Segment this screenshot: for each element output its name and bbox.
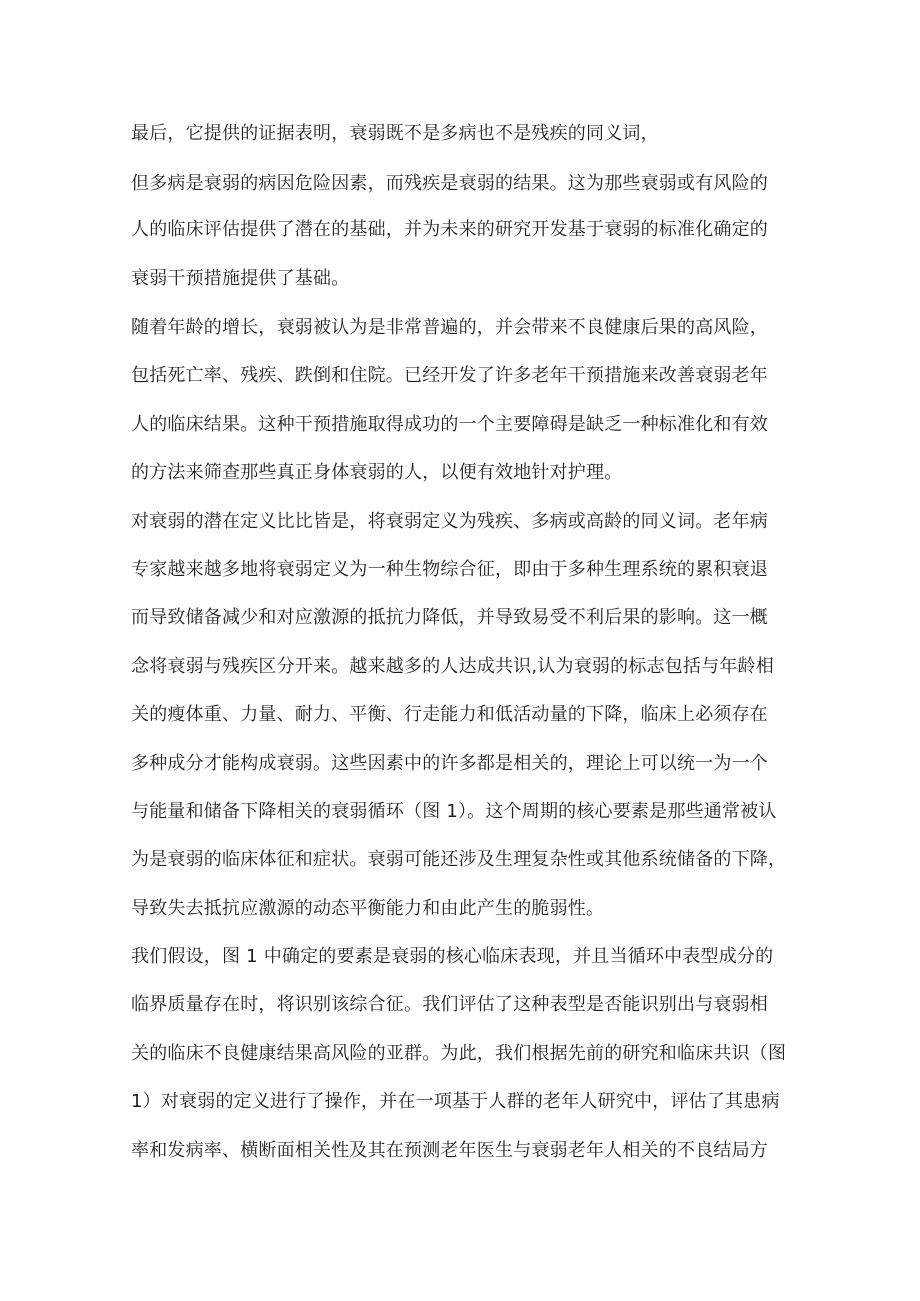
text-line: 与能量和储备下降相关的衰弱循环（图 1）。这个周期的核心要素是那些通常被认 bbox=[131, 801, 777, 822]
text-line: 随着年龄的增长，衰弱被认为是非常普遍的，并会带来不良健康后果的高风险， bbox=[131, 317, 768, 338]
text-line: 最后，它提供的证据表明，衰弱既不是多病也不是残疾的同义词， bbox=[131, 123, 659, 144]
text-line: 临界质量存在时，将识别该综合征。我们评估了这种表型是否能识别出与衰弱相 bbox=[131, 994, 768, 1015]
text-line: 率和发病率、横断面相关性及其在预测老年医生与衰弱老年人相关的不良结局方 bbox=[131, 1140, 768, 1161]
text-line: 包括死亡率、残疾、跌倒和住院。已经开发了许多老年干预措施来改善衰弱老年 bbox=[131, 365, 768, 386]
text-line: 衰弱干预措施提供了基础。 bbox=[131, 268, 350, 289]
text-line: 为是衰弱的临床体征和症状。衰弱可能还涉及生理复杂性或其他系统储备的下降， bbox=[131, 849, 787, 870]
text-line: 专家越来越多地将衰弱定义为一种生物综合征，即由于多种生理系统的累积衰退 bbox=[131, 559, 768, 580]
text-line: 我们假设，图 1 中确定的要素是衰弱的核心临床表现，并且当循环中表型成分的 bbox=[131, 946, 774, 967]
text-line: 而导致储备减少和对应激源的抵抗力降低，并导致易受不利后果的影响。这一概 bbox=[131, 607, 768, 628]
text-line: 人的临床评估提供了潜在的基础，并为未来的研究开发基于衰弱的标准化确定的 bbox=[131, 219, 768, 240]
text-line: 人的临床结果。这种干预措施取得成功的一个主要障碍是缺乏一种标准化和有效 bbox=[131, 414, 768, 435]
text-line: 多种成分才能构成衰弱。这些因素中的许多都是相关的，理论上可以统一为一个 bbox=[131, 753, 768, 774]
text-line: 关的临床不良健康结果高风险的亚群。为此，我们根据先前的研究和临床共识（图 bbox=[131, 1043, 787, 1064]
text-line: 但多病是衰弱的病因危险因素，而残疾是衰弱的结果。这为那些衰弱或有风险的 bbox=[131, 173, 768, 194]
text-line: 1）对衰弱的定义进行了操作，并在一项基于人群的老年人研究中，评估了其患病 bbox=[131, 1091, 780, 1112]
text-line: 导致失去抵抗应激源的动态平衡能力和由此产生的脆弱性。 bbox=[131, 898, 605, 919]
text-line: 念将衰弱与残疾区分开来。越来越多的人达成共识,认为衰弱的标志包括与年龄相 bbox=[131, 656, 774, 677]
text-line: 对衰弱的潜在定义比比皆是，将衰弱定义为残疾、多病或高龄的同义词。老年病 bbox=[131, 511, 768, 532]
text-line: 的方法来筛查那些真正身体衰弱的人，以便有效地针对护理。 bbox=[131, 462, 623, 483]
text-line: 关的瘦体重、力量、耐力、平衡、行走能力和低活动量的下降，临床上必须存在 bbox=[131, 704, 768, 725]
